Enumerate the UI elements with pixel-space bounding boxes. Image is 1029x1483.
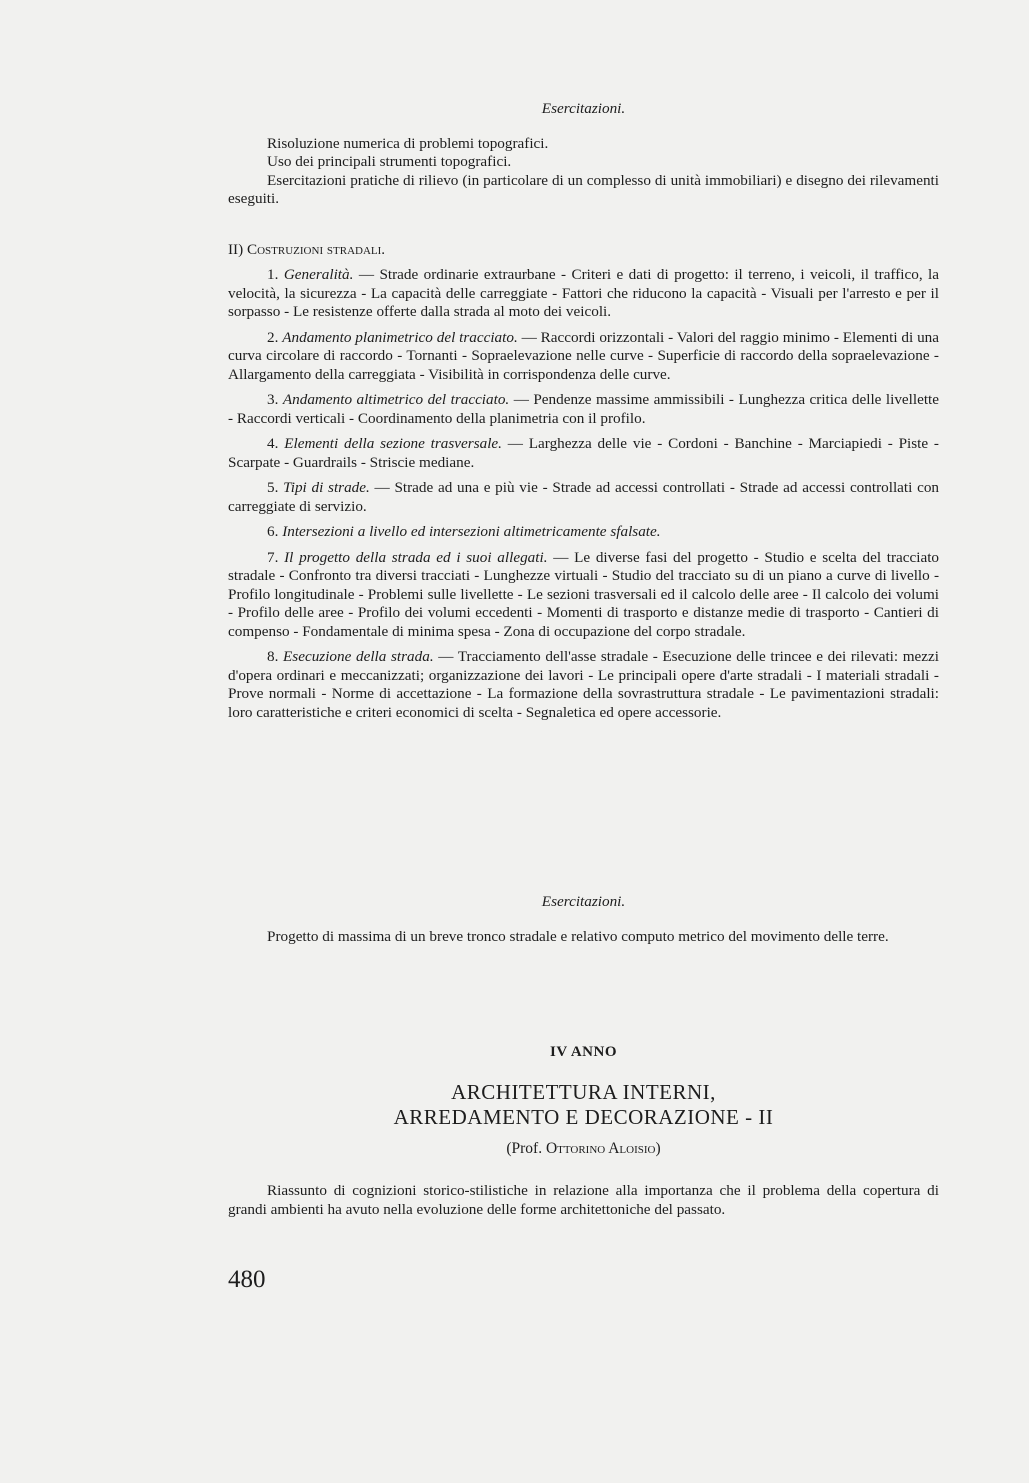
prof-prefix: (Prof. <box>506 1140 543 1157</box>
exercises-title-2: Esercitazioni. <box>541 893 626 910</box>
topic-item <box>228 479 939 516</box>
exercise-line-3: Esercitazioni pratiche di rilievo (in particolare di un complesso di unità immobiliari) e disegno dei rilevamenti eseguiti. <box>228 171 939 207</box>
course-title-line-2: ARREDAMENTO E DECORAZIONE - II <box>393 1105 774 1129</box>
topic-text: — Pendenze massime ammissibili - Lunghezza critica delle livellette - Raccordi verticali - Coordinamento della planimetria con il profilo. <box>228 391 940 427</box>
page-number: 480 <box>228 1266 266 1293</box>
topic-title: Esecuzione della strada. <box>283 648 434 665</box>
topic-title: Intersezioni a livello ed intersezioni altimetricamente sfalsate. <box>282 523 661 540</box>
exercises-block-2 <box>228 893 939 946</box>
topic-item <box>228 549 939 642</box>
exercises-text-2: Progetto di massima di un breve tronco stradale e relativo computo metrico del movimento delle terre. <box>267 927 889 945</box>
topic-text: — Le diverse fasi del progetto - Studio e scelta del tracciato stradale - Confronto tra diversi tracciati - Lunghezze virtuali - Studio del tracciato su di un piano a curve di livello - Profilo longitudinale - Problemi sulle livellette - Le sezioni trasversali ed il calcolo delle aree - Il calcolo dei volumi - Profilo delle aree - Profilo dei volumi eccedenti - Momenti di trasporto e distanze medie di trasporto - Cantieri di compenso - Fondamentale di minima spesa - Zona di occupazione del corpo stradale. <box>228 548 940 640</box>
topic-title: Elementi della sezione trasversale. <box>284 435 502 452</box>
topic-text: — Larghezza delle vie - Cordoni - Banchine - Marciapiedi - Piste - Scarpate - Guardrails - Striscie mediane. <box>228 435 939 471</box>
topic-text: — Raccordi orizzontali - Valori del raggio minimo - Elementi di una curva circolare di raccordo - Tornanti - Sopraelevazione nelle curve - Superficie di raccordo della sopraelevazione - Allargamento della carreggiata - Visibilità in corrispondenza delle curve. <box>228 328 940 383</box>
topic-number: 4. <box>267 435 279 452</box>
topic-item <box>228 435 939 472</box>
course-heading <box>228 1080 939 1159</box>
topic-number: 5. <box>267 479 279 496</box>
course-description <box>228 1182 939 1219</box>
topic-title: Andamento planimetrico del tracciato. <box>282 328 518 346</box>
topic-title: Generalità. <box>283 266 354 283</box>
topic-number: 7. <box>267 548 279 566</box>
topic-number: 3. <box>267 391 279 408</box>
exercises-title-1: Esercitazioni. <box>541 100 626 117</box>
topic-text: — Tracciamento dell'asse stradale - Esecuzione delle trincee e dei rilevati: mezzi d'opera ordinari e meccanizzati; organizzazione dei lavori - Le principali opere d'arte stradali - I materiali stradali - Prove normali - Norme di accettazione - La formazione della sovrastruttura stradale - Le pavimentazioni stradali: loro caratteristiche e criteri economici di scelta - Segnaletica ed opere accessorie. <box>228 648 940 721</box>
topic-number: 1. <box>267 266 279 283</box>
section-number: II) <box>228 241 244 258</box>
topic-number: 2. <box>267 328 279 346</box>
course-title-line-1: ARCHITETTURA INTERNI, <box>451 1080 716 1104</box>
topic-item <box>228 329 939 385</box>
topic-title: Tipi di strade. <box>283 479 370 496</box>
topic-item <box>228 266 939 322</box>
professor-name: Ottorino Aloisio <box>545 1140 656 1157</box>
topic-item <box>228 523 939 542</box>
section-heading <box>228 241 939 260</box>
section-title: Costruzioni stradali. <box>246 241 386 258</box>
topic-title: Il progetto della strada ed i suoi allegati. <box>284 548 548 566</box>
exercises-block-1 <box>228 100 939 209</box>
course-description-text: Riassunto di cognizioni storico-stilistiche in relazione alla importanza che il problema della copertura di grandi ambienti ha avuto nella evoluzione delle forme architettoniche del passato. <box>228 1182 939 1218</box>
topic-item <box>228 391 939 428</box>
year-heading <box>228 1043 939 1062</box>
topic-number: 8. <box>267 648 279 665</box>
exercise-line-2: Uso dei principali strumenti topografici. <box>267 153 512 170</box>
topic-title: Andamento altimetrico del tracciato. <box>282 391 510 408</box>
year-label: IV ANNO <box>550 1044 617 1060</box>
topics-list <box>228 266 939 729</box>
exercise-line-1: Risoluzione numerica di problemi topografici. <box>267 134 549 152</box>
professor-line <box>228 1140 939 1159</box>
prof-suffix: ) <box>655 1140 661 1157</box>
topic-text: — Strade ordinarie extraurbane - Criteri e dati di progetto: il terreno, i veicoli, il traffico, la velocità, la sicurezza - La capacità delle carreggiate - Fattori che riducono la capacità - Visuali per l'arresto e per il sorpasso - Le resistenze offerte dalla strada al moto dei veicoli. <box>228 266 940 320</box>
topic-number: 6. <box>267 523 279 540</box>
topic-text: — Strade ad una e più vie - Strade ad accessi controllati - Strade ad accessi controllati con carreggiate di servizio. <box>228 479 940 515</box>
topic-item <box>228 648 939 722</box>
